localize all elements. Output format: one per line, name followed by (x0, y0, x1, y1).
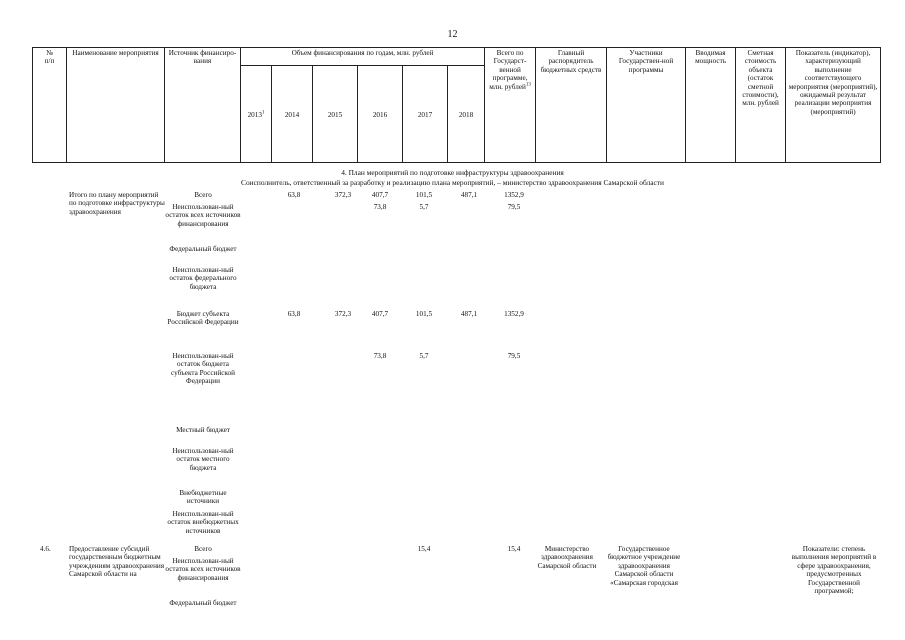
total-row-source: Местный бюджет (176, 426, 230, 434)
header-total (485, 48, 536, 163)
item-46-row-total: 15,4 (507, 545, 521, 553)
header-indicator: Показатель (индикатор), характеризующий выполнение соответствующего мероприятия (мероприятий), ожидаемый результат реализации мероприятия (мероприятий) (786, 48, 881, 163)
item-46-participants: Государственное бюджетное учреждение здравоохранения Самарской области «Самарская городская (607, 545, 681, 587)
total-row-2018: 487,1 (460, 191, 478, 199)
item-46-indicator: Показатели: степень выполнения мероприятий в сфере здравоохранения, предусмотренных Государственной программой; (791, 545, 877, 596)
item-46-number: 4.6. (40, 545, 51, 553)
header-year-2013 (241, 66, 272, 163)
total-row-total: 79,5 (507, 203, 521, 211)
header-year-2015: 2015 (313, 66, 358, 163)
total-row-2018: 487,1 (460, 310, 478, 318)
total-row-source: Неиспользован-ный остаток всех источников финансирования (165, 203, 241, 228)
total-row-source: Всего (194, 191, 212, 199)
total-row-source: Неиспользован-ный остаток местного бюджета (172, 447, 234, 472)
header-year-2013-note: 1 (261, 110, 265, 116)
total-row-2017: 101,5 (415, 310, 433, 318)
page-number: 12 (447, 29, 458, 40)
total-row-2016: 73,8 (373, 203, 387, 211)
header-total-note: 13 (525, 82, 531, 88)
total-row-total: 79,5 (507, 352, 521, 360)
header-year-2014: 2014 (272, 66, 313, 163)
header-admin: Главный распорядитель бюджетных средств (536, 48, 607, 163)
item-46-row-source: Федеральный бюджет (169, 599, 237, 607)
header-no: № п/п (33, 48, 67, 163)
total-row-source: Неиспользован-ный остаток федерального бюджета (169, 266, 237, 291)
total-row-2016: 407,7 (371, 310, 389, 318)
header-capacity: Вводимая мощность (686, 48, 736, 163)
item-46-admin: Министерство здравоохранения Самарской области (537, 545, 597, 570)
section-title: 4. План мероприятий по подготовке инфраструктуры здравоохранения (341, 168, 564, 177)
header-source: Источник финансиро-вания (165, 48, 241, 163)
total-row-source: Неиспользован-ный остаток бюджета субъекта Российской Федерации (170, 352, 235, 386)
header-year-2016: 2016 (358, 66, 403, 163)
total-row-total: 1352,9 (504, 191, 524, 199)
header-cost: Сметная стоимость объекта (остаток сметной стоимости), млн. рублей (736, 48, 786, 163)
header-volume-group: Объем финансирования по годам, млн. рублей (241, 48, 485, 66)
total-row-2017: 5,7 (419, 352, 429, 360)
header-year-2017: 2017 (403, 66, 448, 163)
total-row-2015: 372,3 (334, 191, 352, 199)
total-block-name: Итого по плану мероприятий по подготовке инфраструктуры здравоохранения (69, 191, 165, 216)
header-year-2013-text: 2013 (247, 110, 262, 119)
total-row-source: Внебюджетные источники (179, 489, 227, 506)
total-row-2017: 101,5 (415, 191, 433, 199)
total-row-2017: 5,7 (419, 203, 429, 211)
header-participants: Участники Государствен-ной программы (607, 48, 686, 163)
header-total-text: Всего по Государст-венной программе, млн. рублей (489, 49, 528, 91)
header-year-2018: 2018 (448, 66, 485, 163)
total-row-2015: 372,3 (334, 310, 352, 318)
total-row-source: Неиспользован-ный остаток внебюджетных источников (167, 510, 239, 535)
header-name: Наименование мероприятия (67, 48, 165, 163)
total-row-2016: 407,7 (371, 191, 389, 199)
section-subtitle: Соисполнитель, ответственный за разработку и реализацию плана мероприятий, – министерство здравоохранения Самарской области (241, 178, 664, 187)
item-46-row-source: Неиспользован-ный остаток всех источников финансирования (165, 557, 241, 582)
item-46-name: Предоставление субсидий государственным бюджетным учреждениям здравоохранения Самарской области на (69, 545, 165, 579)
total-row-source: Федеральный бюджет (169, 245, 237, 253)
item-46-row-2017: 15,4 (417, 545, 431, 553)
header-table (32, 47, 881, 163)
total-row-2016: 73,8 (373, 352, 387, 360)
total-row-total: 1352,9 (504, 310, 524, 318)
item-46-row-source: Всего (194, 545, 212, 553)
total-row-2014: 63,8 (287, 310, 301, 318)
total-row-2014: 63,8 (287, 191, 301, 199)
total-row-source: Бюджет субъекта Российской Федерации (167, 310, 239, 327)
